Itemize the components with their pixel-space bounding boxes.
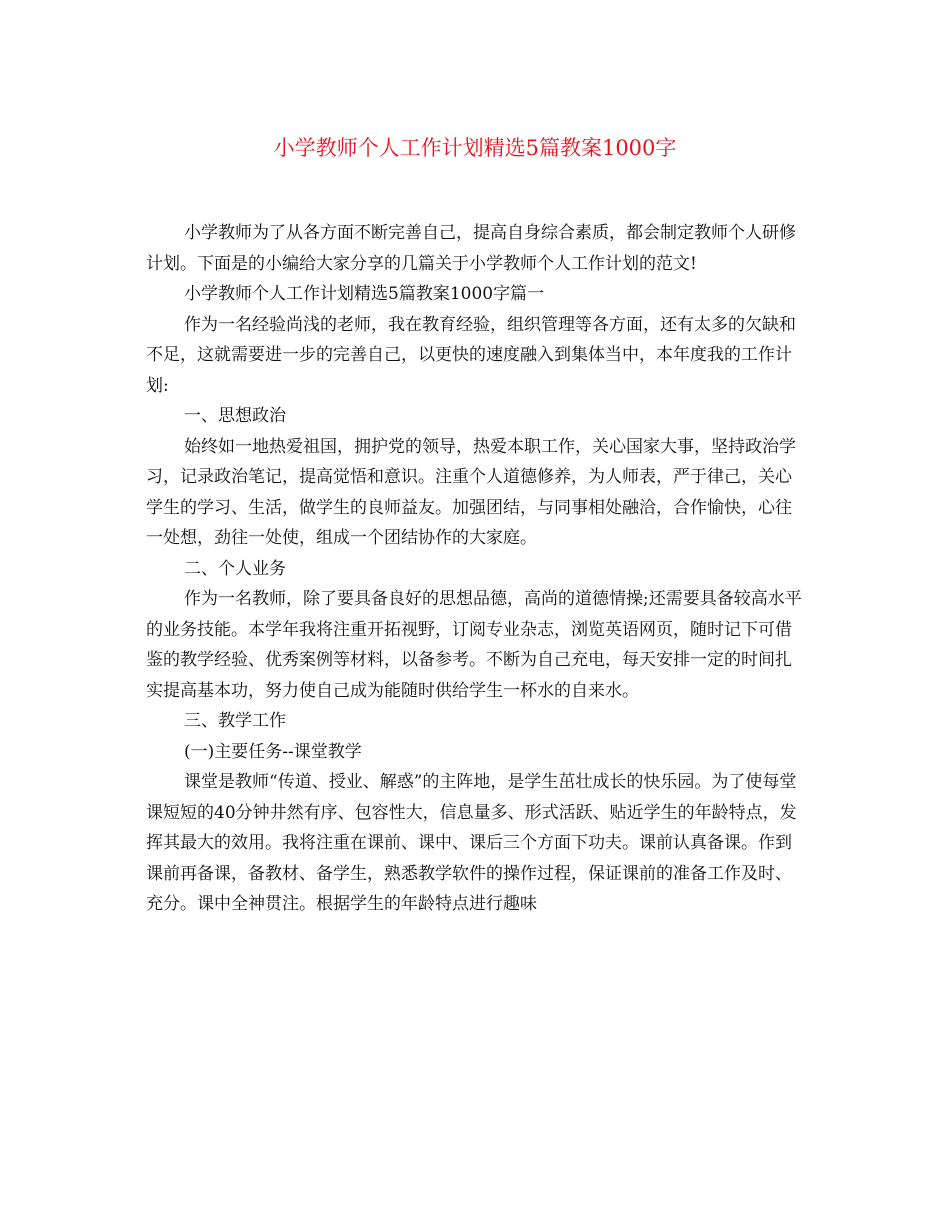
section-heading-politics: 一、思想政治 — [184, 406, 286, 426]
paragraph-personal-business: 作为一名教师，除了要具备良好的思想品德，高尚的道德情操;还需要具备较高水平的业务技能。本学年我将注重开拓视野，订阅专业杂志，浏览英语网页，随时记下可借鉴的教学经验、优秀案例等材料，以备参考。不断为自己充电，每天安排一定的时间扎实提高基本功，努力使自己成为能随时供给学生一杯水的自来水。 — [146, 589, 802, 701]
subsection-heading-classroom: (一)主要任务--课堂教学 — [184, 741, 362, 762]
document-title: 小学教师个人工作计划精选5篇教案1000字 — [273, 136, 677, 160]
section-heading-teaching-work: 三、教学工作 — [184, 711, 286, 731]
paragraph-part-one-heading: 小学教师个人工作计划精选5篇教案1000字篇一 — [184, 284, 545, 304]
paragraph-classroom: 课堂是教师“传道、授业、解惑”的主阵地，是学生茁壮成长的快乐园。为了使每堂课短短的40分钟井然有序、包容性大，信息量多、形式活跃、贴近学生的年龄特点，发挥其最大的效用。我将注重在课前、课中、课后三个方面下功夫。课前认真备课。作到课前再备课，备教材、备学生，熟悉教学软件的操作过程，保证课前的准备工作及时、充分。课中全神贯注。根据学生的年龄特点进行趣味 — [146, 772, 797, 914]
paragraph-plan-intro: 作为一名经验尚浅的老师，我在教育经验，组织管理等各方面，还有太多的欠缺和不足，这就需要进一步的完善自己，以更快的速度融入到集体当中，本年度我的工作计划: — [146, 314, 796, 396]
paragraph-intro: 小学教师为了从各方面不断完善自己，提高自身综合素质，都会制定教师个人研修计划。下面是的小编给大家分享的几篇关于小学教师个人工作计划的范文! — [146, 223, 796, 274]
document-body — [146, 218, 806, 920]
paragraph-politics: 始终如一地热爱祖国，拥护党的领导，热爱本职工作，关心国家大事，坚持政治学习，记录政治笔记，提高觉悟和意识。注重个人道德修养，为人师表，严于律己，关心学生的学习、生活，做学生的良师益友。加强团结，与同事相处融洽，合作愉快，心往一处想，劲往一处使，组成一个团结协作的大家庭。 — [146, 436, 796, 548]
section-heading-personal-business: 二、个人业务 — [184, 558, 286, 579]
